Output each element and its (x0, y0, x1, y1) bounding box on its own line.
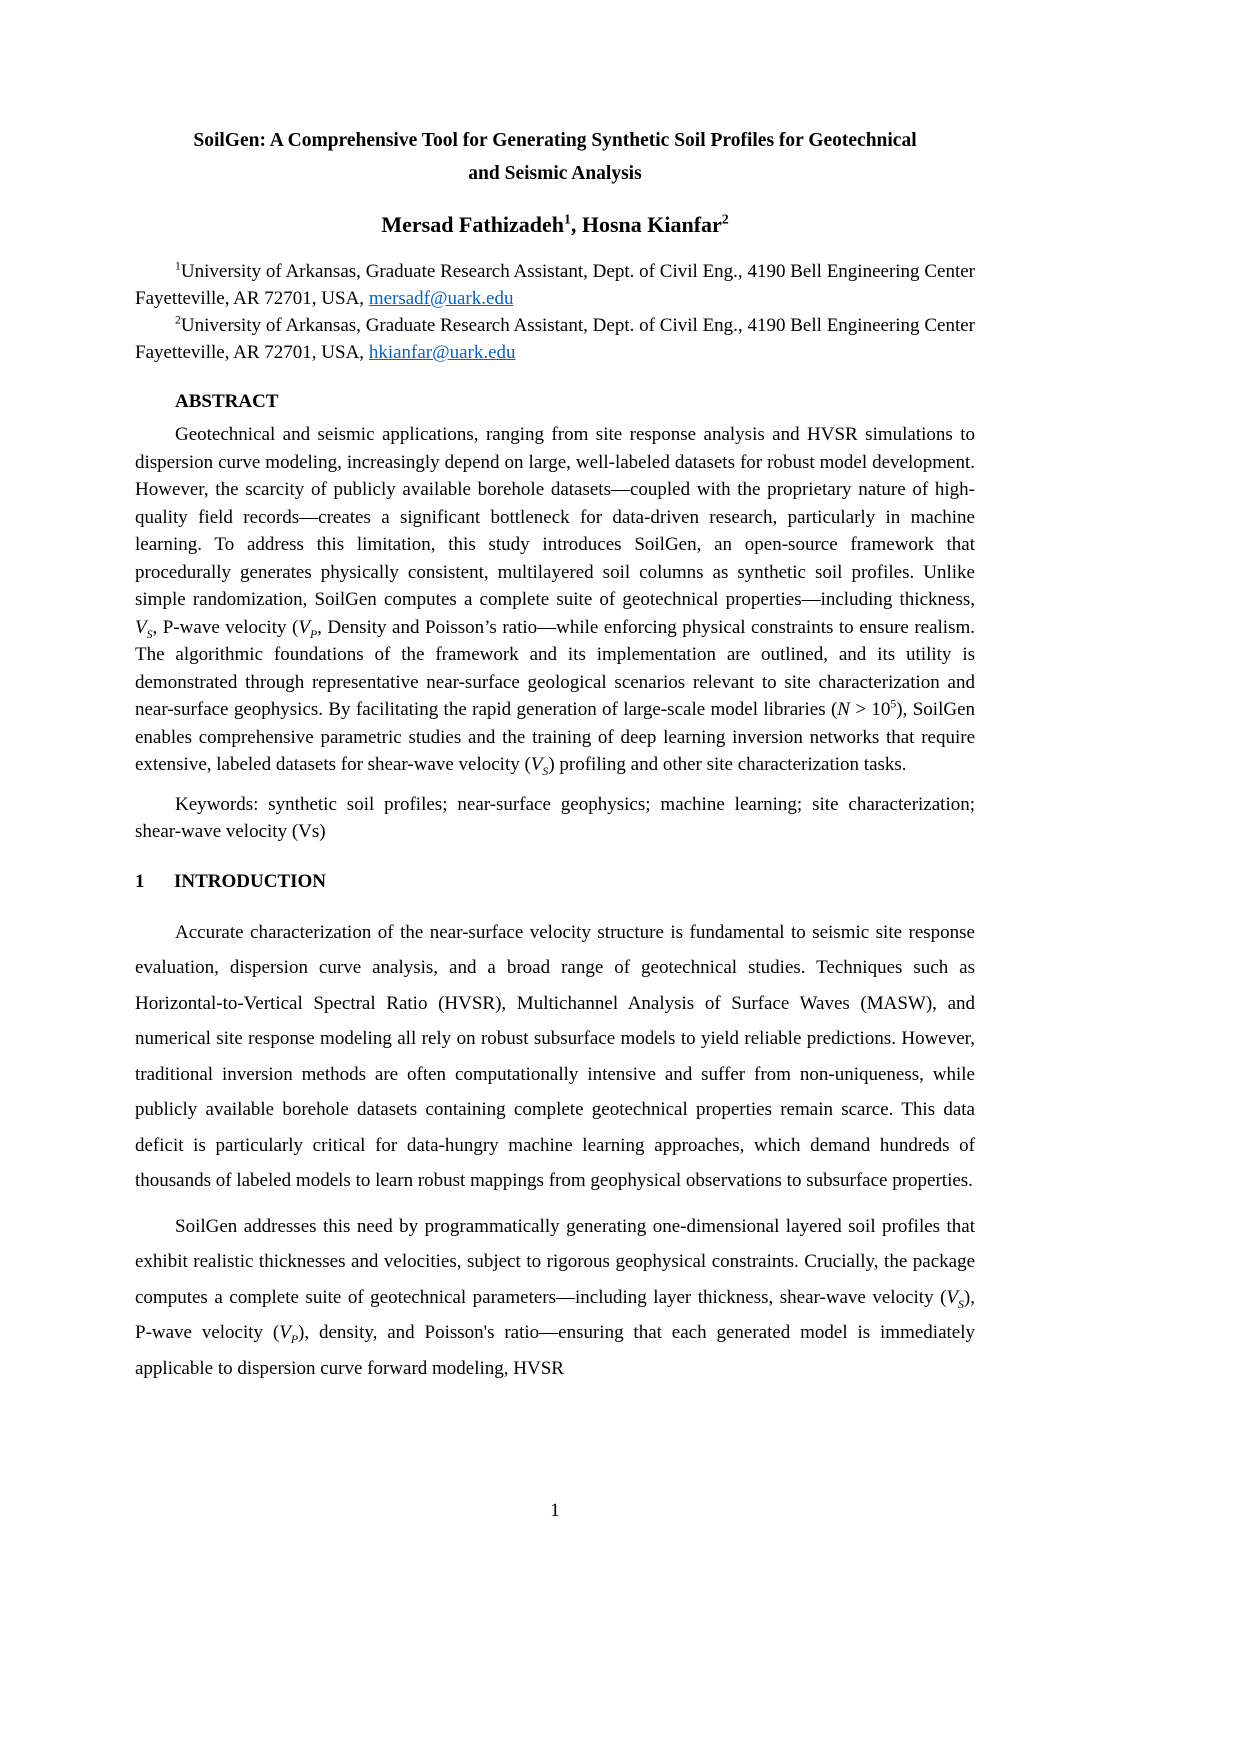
paper-title-line-2: and Seismic Analysis (468, 163, 642, 184)
intro-paragraph-2 (135, 1209, 975, 1387)
intro-paragraph-1: Accurate characterization of the near-surface velocity structure is fundamental to seismic site response evaluation, dispersion curve analysis, and a broad range of geotechnical studies. Techniques such as Horizontal-to-Vertical Spectral Ratio (HVSR), Multichannel Analysis of Surface Waves (MASW), and numerical site response modeling all rely on robust subsurface models to yield reliable predictions. However, traditional inversion methods are often computationally intensive and suffer from non-uniqueness, while publicly available borehole datasets containing complete geotechnical properties remain scarce. This data deficit is particularly critical for data-hungry machine learning approaches, which demand hundreds of thousands of labeled models to learn robust mappings from geophysical observations to subsurface properties. (135, 921, 975, 1191)
text-segment: Mersad Fathizadeh (381, 212, 565, 237)
text-segment: V (279, 1322, 291, 1343)
affiliation-2-text: University of Arkansas, Graduate Research Assistant, Dept. of Civil Eng., 4190 Bell Engineering Center Fayetteville, AR 72701, USA, (135, 315, 975, 363)
text-segment: ), density, and Poisson's ratio—ensuring that each generated model is immediately applicable to dispersion curve forward modeling, HVSR (135, 1322, 975, 1379)
text-segment: 2 (721, 211, 729, 227)
page-number: 1 (550, 1500, 560, 1521)
abstract-heading: ABSTRACT (175, 391, 279, 412)
affiliation-1-marker: 1 (175, 259, 181, 273)
text-segment: 5 (890, 697, 897, 711)
text-segment: 1 (564, 211, 571, 227)
section-title: INTRODUCTION (174, 870, 327, 892)
text-segment: P (290, 1332, 299, 1346)
text-segment: Geotechnical and seismic applications, ranging from site response analysis and HVSR simulations to dispersion curve modeling, increasingly depend on large, well-labeled datasets for robust model development. However, the scarcity of publicly available borehole datasets—coupled with the proprietary nature of high-quality field records—creates a significant bottleneck for data-driven research, particularly in machine learning. To address this limitation, this study introduces SoilGen, an open-source framework that procedurally generates physically consistent, multilayered soil columns as synthetic soil profiles. Unlike simple randomization, SoilGen computes a complete suite of geotechnical properties—including thickness, (135, 424, 975, 610)
text-segment: ), P-wave velocity ( (135, 1286, 975, 1343)
text-segment: , Density and Poisson’s ratio—while enforcing physical constraints to ensure realism. The algorithmic foundations of the framework and its implementation are outlined, and its utility is demonstrated through representative near-surface geological scenarios relevant to site characterization and near-surface geophysics. By facilitating the rapid generation of large-scale model libraries ( (135, 616, 975, 720)
text-segment: N (837, 699, 850, 720)
text-segment: S (146, 627, 153, 641)
affiliation-1-email-link[interactable]: mersadf@uark.edu (368, 288, 514, 309)
abstract-paragraph (135, 421, 975, 779)
text-segment: V (530, 754, 543, 775)
text-segment: V (135, 616, 147, 638)
affiliation-2-marker: 2 (175, 313, 181, 327)
section-heading-introduction (135, 868, 975, 895)
section-number: 1 (135, 870, 145, 892)
paper-title (135, 124, 975, 190)
text-segment: P (309, 627, 318, 641)
text-segment: S (958, 1297, 964, 1311)
affiliation-1-text: University of Arkansas, Graduate Research Assistant, Dept. of Civil Eng., 4190 Bell Engineering Center Fayetteville, AR 72701, USA, (135, 261, 975, 309)
text-segment: ), SoilGen enables comprehensive parametric studies and the training of deep learning inversion networks that require extensive, labeled datasets for shear-wave velocity ( (135, 699, 976, 775)
text-segment: , P-wave velocity ( (152, 616, 299, 638)
keywords-paragraph: Keywords: synthetic soil profiles; near-surface geophysics; machine learning; site characterization; shear-wave velocity (Vs) (135, 793, 975, 842)
text-segment: , Hosna Kianfar (570, 212, 722, 237)
authors-line (135, 210, 975, 240)
text-segment: S (542, 764, 549, 778)
text-segment: V (946, 1286, 959, 1308)
affiliation-2-email-link[interactable]: hkianfar@uark.edu (368, 342, 516, 363)
affiliation-1 (135, 258, 975, 312)
affiliations-block (135, 258, 975, 366)
text-segment: ) profiling and other site characterization tasks. (548, 754, 907, 775)
paper-title-line-1: SoilGen: A Comprehensive Tool for Generating Synthetic Soil Profiles for Geotechnical (193, 130, 917, 151)
text-segment: > 10 (849, 699, 891, 720)
text-segment: SoilGen addresses this need by programmatically generating one-dimensional layered soil profiles that exhibit realistic thicknesses and velocities, subject to rigorous geophysical constraints. Crucially, the package computes a complete suite of geotechnical parameters—including layer thickness, shear-wave velocity ( (135, 1215, 975, 1308)
text-segment: V (298, 616, 310, 638)
affiliation-2 (135, 312, 975, 366)
